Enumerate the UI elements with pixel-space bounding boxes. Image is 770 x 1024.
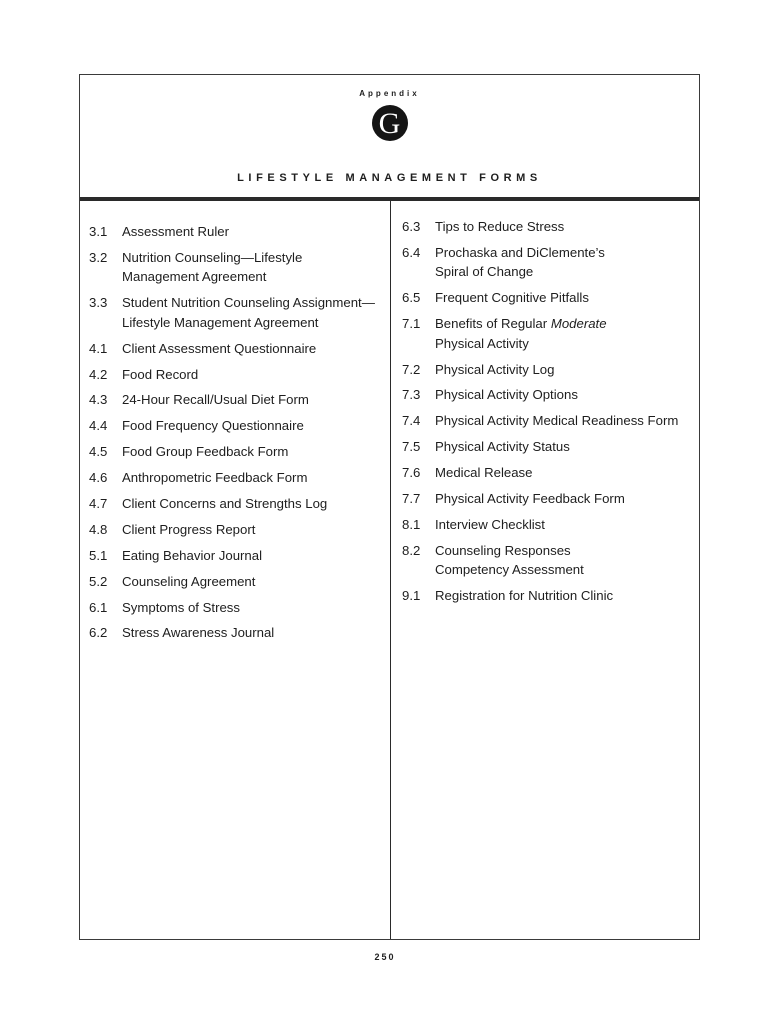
form-number: 6.1 xyxy=(89,599,108,615)
form-title: Client Assessment Questionnaire xyxy=(122,340,317,356)
form-number: 4.1 xyxy=(89,340,108,356)
list-item xyxy=(402,489,694,509)
form-number: 3.3 xyxy=(89,295,108,311)
form-title: Student Nutrition Counseling Assignment— Lifestyle Management Agreement xyxy=(122,295,375,330)
form-number: 5.1 xyxy=(89,547,108,563)
list-item xyxy=(89,365,379,385)
form-title: Counseling Responses Competency Assessment xyxy=(435,542,584,578)
page-frame xyxy=(79,74,700,940)
form-number: 7.7 xyxy=(402,491,421,507)
list-item xyxy=(89,293,379,332)
page-number: 250 xyxy=(374,952,396,962)
list-item xyxy=(402,586,694,606)
form-number: 9.1 xyxy=(402,588,421,604)
form-number: 7.4 xyxy=(402,413,421,429)
list-item xyxy=(89,494,379,514)
form-number: 4.5 xyxy=(89,444,108,460)
list-item xyxy=(402,463,694,483)
list-item xyxy=(402,437,694,457)
form-title: Frequent Cognitive Pitfalls xyxy=(435,290,589,306)
section-title: LIFESTYLE MANAGEMENT FORMS xyxy=(237,172,542,184)
list-item xyxy=(89,390,379,410)
list-item xyxy=(402,515,694,535)
form-number: 4.6 xyxy=(89,470,108,486)
form-title: Counseling Agreement xyxy=(122,573,256,589)
list-item xyxy=(89,468,379,488)
list-item xyxy=(402,288,694,308)
form-title: Food Frequency Questionnaire xyxy=(122,418,304,434)
form-title-text: Physical Activity xyxy=(435,335,529,351)
form-title: Physical Activity Log xyxy=(435,361,555,377)
form-title-emphasis: Moderate xyxy=(550,316,607,332)
form-title: Physical Activity Status xyxy=(435,439,570,455)
list-item xyxy=(89,416,379,436)
list-item xyxy=(89,222,379,242)
form-title: Medical Release xyxy=(435,465,533,481)
form-title: Physical Activity Feedback Form xyxy=(435,491,625,507)
form-title: Client Concerns and Strengths Log xyxy=(122,496,328,512)
form-title: 24-Hour Recall/Usual Diet Form xyxy=(122,392,309,408)
form-number: 6.2 xyxy=(89,625,108,641)
form-number: 4.3 xyxy=(89,392,108,408)
list-item xyxy=(89,248,379,287)
form-title: Registration for Nutrition Clinic xyxy=(435,588,614,604)
form-title: Assessment Ruler xyxy=(122,224,230,239)
list-item xyxy=(402,243,694,282)
contents-left-column xyxy=(89,222,379,649)
form-number: 5.2 xyxy=(89,573,108,589)
form-number: 7.5 xyxy=(402,439,421,455)
form-number: 8.2 xyxy=(402,542,421,558)
appendix-label: Appendix xyxy=(359,89,420,98)
list-item xyxy=(89,442,379,462)
form-title xyxy=(435,314,694,353)
form-number: 4.8 xyxy=(89,521,108,537)
form-number: 8.1 xyxy=(402,516,421,532)
list-item xyxy=(402,217,694,237)
form-title: Anthropometric Feedback Form xyxy=(122,470,308,486)
appendix-letter-badge: G xyxy=(372,105,408,141)
form-number: 4.7 xyxy=(89,496,108,512)
form-number: 7.6 xyxy=(402,465,421,481)
list-item xyxy=(402,541,694,580)
form-title: Food Record xyxy=(122,366,199,382)
form-number: 7.3 xyxy=(402,387,421,403)
list-item xyxy=(89,546,379,566)
column-divider xyxy=(390,201,391,939)
form-number: 6.4 xyxy=(402,244,421,260)
form-number: 7.2 xyxy=(402,361,421,377)
list-item xyxy=(89,572,379,592)
form-title-text: Benefits of Regular xyxy=(435,316,551,332)
form-title: Client Progress Report xyxy=(122,521,256,537)
form-title: Physical Activity Medical Readiness Form xyxy=(435,413,679,429)
list-item xyxy=(402,314,694,353)
form-number: 3.1 xyxy=(89,224,108,239)
list-item xyxy=(89,339,379,359)
form-title: Nutrition Counseling—Lifestyle Management Agreement xyxy=(122,249,303,285)
form-title: Symptoms of Stress xyxy=(122,599,240,615)
form-number: 6.5 xyxy=(402,290,421,306)
form-title: Eating Behavior Journal xyxy=(122,547,263,563)
list-item xyxy=(89,623,379,643)
form-number: 4.4 xyxy=(89,418,108,434)
form-number: 6.3 xyxy=(402,219,421,234)
list-item xyxy=(402,411,694,431)
form-number: 7.1 xyxy=(402,316,421,332)
list-item xyxy=(402,360,694,380)
form-title: Physical Activity Options xyxy=(435,387,578,403)
form-number: 3.2 xyxy=(89,249,108,265)
form-title: Tips to Reduce Stress xyxy=(435,219,565,234)
form-title: Stress Awareness Journal xyxy=(122,625,275,641)
list-item xyxy=(89,598,379,618)
form-title: Food Group Feedback Form xyxy=(122,444,289,460)
form-title: Prochaska and DiClemente’s Spiral of Change xyxy=(435,244,605,280)
form-number: 4.2 xyxy=(89,366,108,382)
list-item xyxy=(402,385,694,405)
contents-right-column xyxy=(402,217,694,612)
list-item xyxy=(89,520,379,540)
form-title: Interview Checklist xyxy=(435,516,545,532)
